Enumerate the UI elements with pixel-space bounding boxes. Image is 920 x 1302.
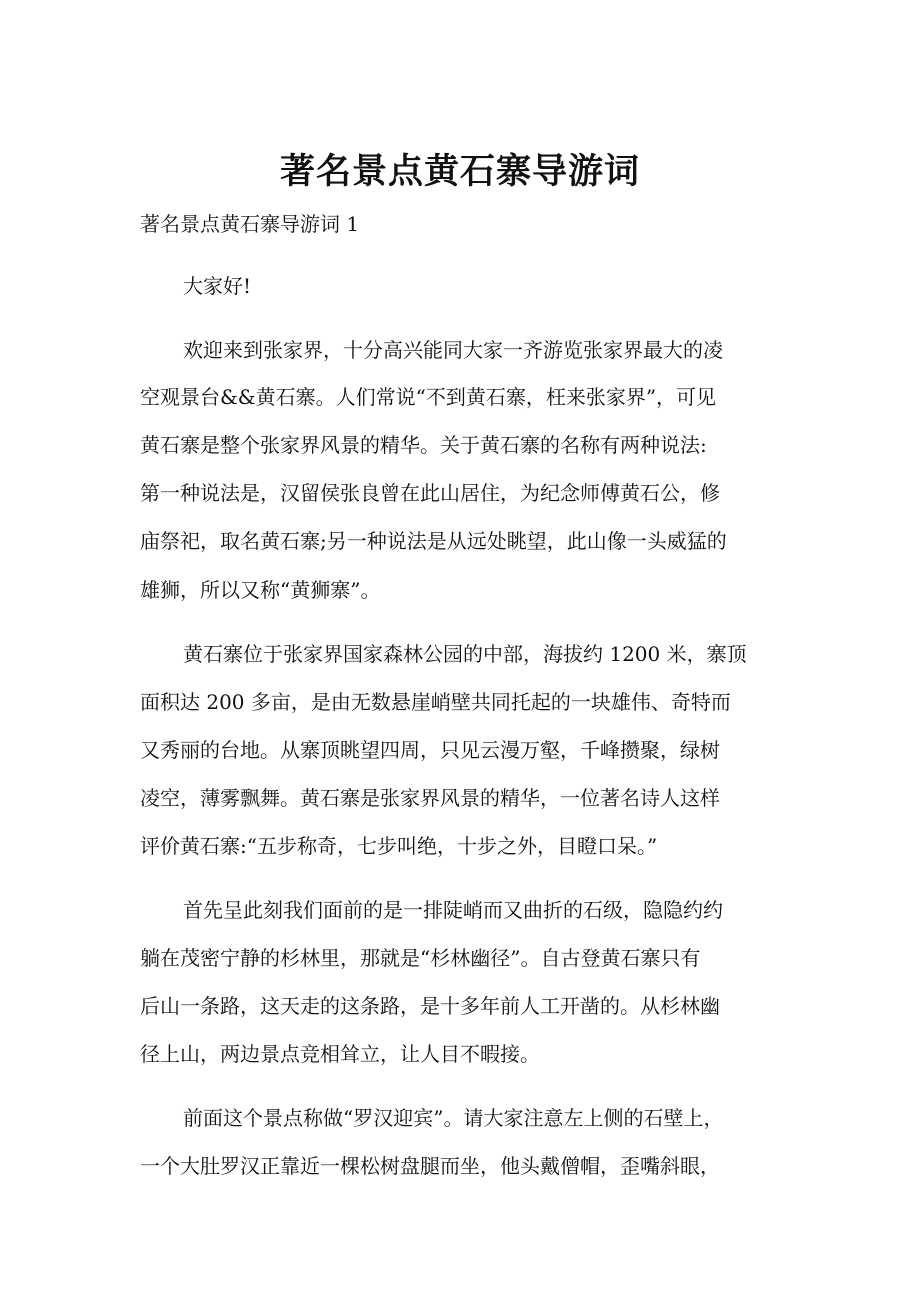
text-line: 凌空，薄雾飘舞。黄石寨是张家界风景的精华，一位著名诗人这样	[140, 786, 720, 810]
text-line: 首先呈此刻我们面前的是一排陡峭而又曲折的石级，隐隐约约	[183, 898, 723, 922]
text-line: 雄狮，所以又称“黄狮寨”。	[140, 578, 381, 602]
text-line: 径上山，两边景点竞相耸立，让人目不暇接。	[140, 1042, 540, 1066]
text-line: 黄石寨是整个张家界风景的精华。关于黄石寨的名称有两种说法:	[140, 433, 707, 457]
text-line: 又秀丽的台地。从寨顶眺望四周，只见云漫万壑，千峰攒聚，绿树	[140, 738, 720, 762]
text-line: 面积达 200 多亩，是由无数悬崖峭壁共同托起的一块雄伟、奇特而	[140, 690, 731, 714]
text-line: 空观景台&&黄石寨。人们常说“不到黄石寨，枉来张家界”，可见	[140, 385, 717, 409]
text-line: 评价黄石寨:“五步称奇，七步叫绝，十步之外，目瞪口呆。”	[140, 834, 658, 858]
text-line: 躺在茂密宁静的杉林里，那就是“杉林幽径”。自古登黄石寨只有	[140, 946, 701, 970]
text-line: 欢迎来到张家界，十分高兴能同大家一齐游览张家界最大的凌	[183, 338, 723, 362]
text-line: 第一种说法是，汉留侯张良曾在此山居住，为纪念师傅黄石公，修	[140, 481, 720, 505]
text-line: 前面这个景点称做“罗汉迎宾”。请大家注意左上侧的石壁上，	[183, 1106, 724, 1130]
document-title: 著名景点黄石寨导游词	[279, 151, 640, 192]
text-line: 庙祭祀，取名黄石寨;另一种说法是从远处眺望，此山像一头威猛的	[140, 529, 727, 553]
text-line: 黄石寨位于张家界国家森林公园的中部，海拔约 1200 米，寨顶	[183, 642, 747, 666]
text-line: 后山一条路，这天走的这条路，是十多年前人工开凿的。从杉林幽	[140, 994, 720, 1018]
text-line: 一个大肚罗汉正靠近一棵松树盘腿而坐，他头戴僧帽，歪嘴斜眼，	[140, 1154, 720, 1178]
text-line: 大家好!	[183, 274, 252, 298]
document-subtitle: 著名景点黄石寨导游词 1	[140, 212, 360, 236]
